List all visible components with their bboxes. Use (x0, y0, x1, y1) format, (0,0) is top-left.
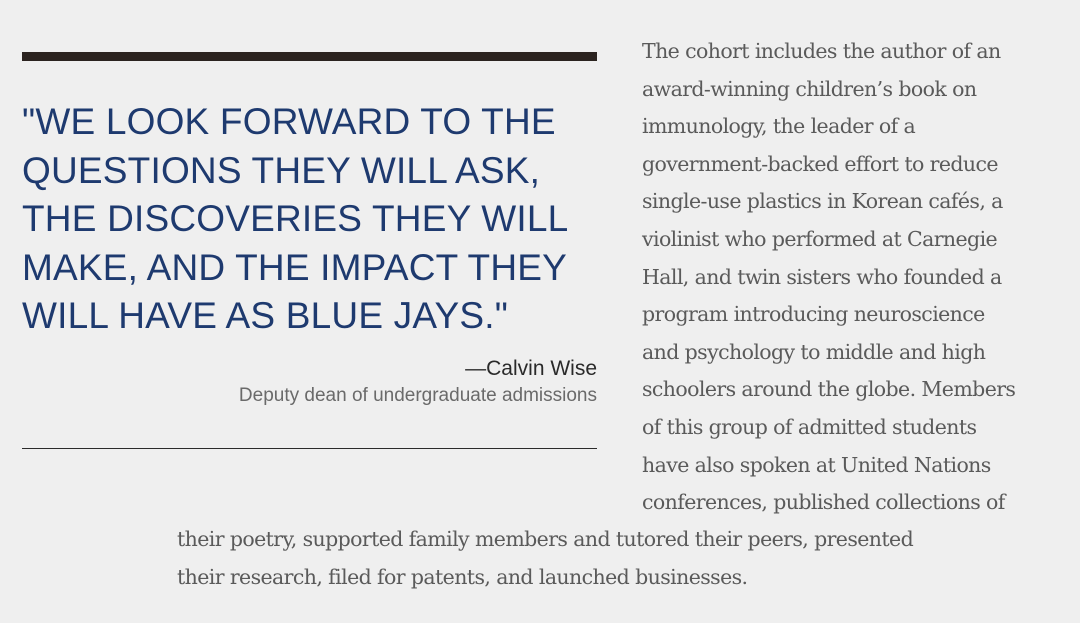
body-line: schoolers around the globe. Members (642, 377, 1016, 402)
quote-attribution (22, 355, 597, 409)
article-body-continuation (177, 521, 1072, 596)
attribution-name: —Calvin Wise (465, 356, 597, 380)
attribution-title: Deputy dean of undergraduate admissions (238, 384, 597, 406)
body-line: have also spoken at United Nations (642, 452, 991, 477)
body-line: government-backed effort to reduce (642, 151, 998, 176)
body-line: Hall, and twin sisters who founded a (642, 264, 1002, 289)
body-line: award-winning children’s book on (642, 76, 977, 101)
body-line: and psychology to middle and high (642, 339, 986, 364)
pull-quote-bottom-rule (22, 448, 597, 449)
pull-quote-top-rule (22, 52, 597, 61)
body-line: The cohort includes the author of an (642, 39, 1001, 63)
pull-quote (22, 52, 597, 409)
body-line: immunology, the leader of a (642, 114, 916, 139)
body-line: conferences, published collections of (642, 490, 1005, 515)
body-line: program introducing neuroscience (642, 302, 985, 327)
body-line: single-use plastics in Korean cafés, a (642, 189, 1003, 214)
body-line: their research, filed for patents, and launched businesses. (177, 564, 748, 589)
article-body-column (642, 33, 1072, 522)
pull-quote-text: "WE LOOK FORWARD TO THE QUESTIONS THEY WILL ASK, THE DISCOVERIES THEY WILL MAKE, AND THE IMPACT THEY WILL HAVE AS BLUE JAYS." (22, 101, 569, 336)
body-line: of this group of admitted students (642, 414, 977, 439)
body-line: violinist who performed at Carnegie (642, 226, 998, 251)
body-line: their poetry, supported family members and tutored their peers, presented (177, 527, 914, 551)
